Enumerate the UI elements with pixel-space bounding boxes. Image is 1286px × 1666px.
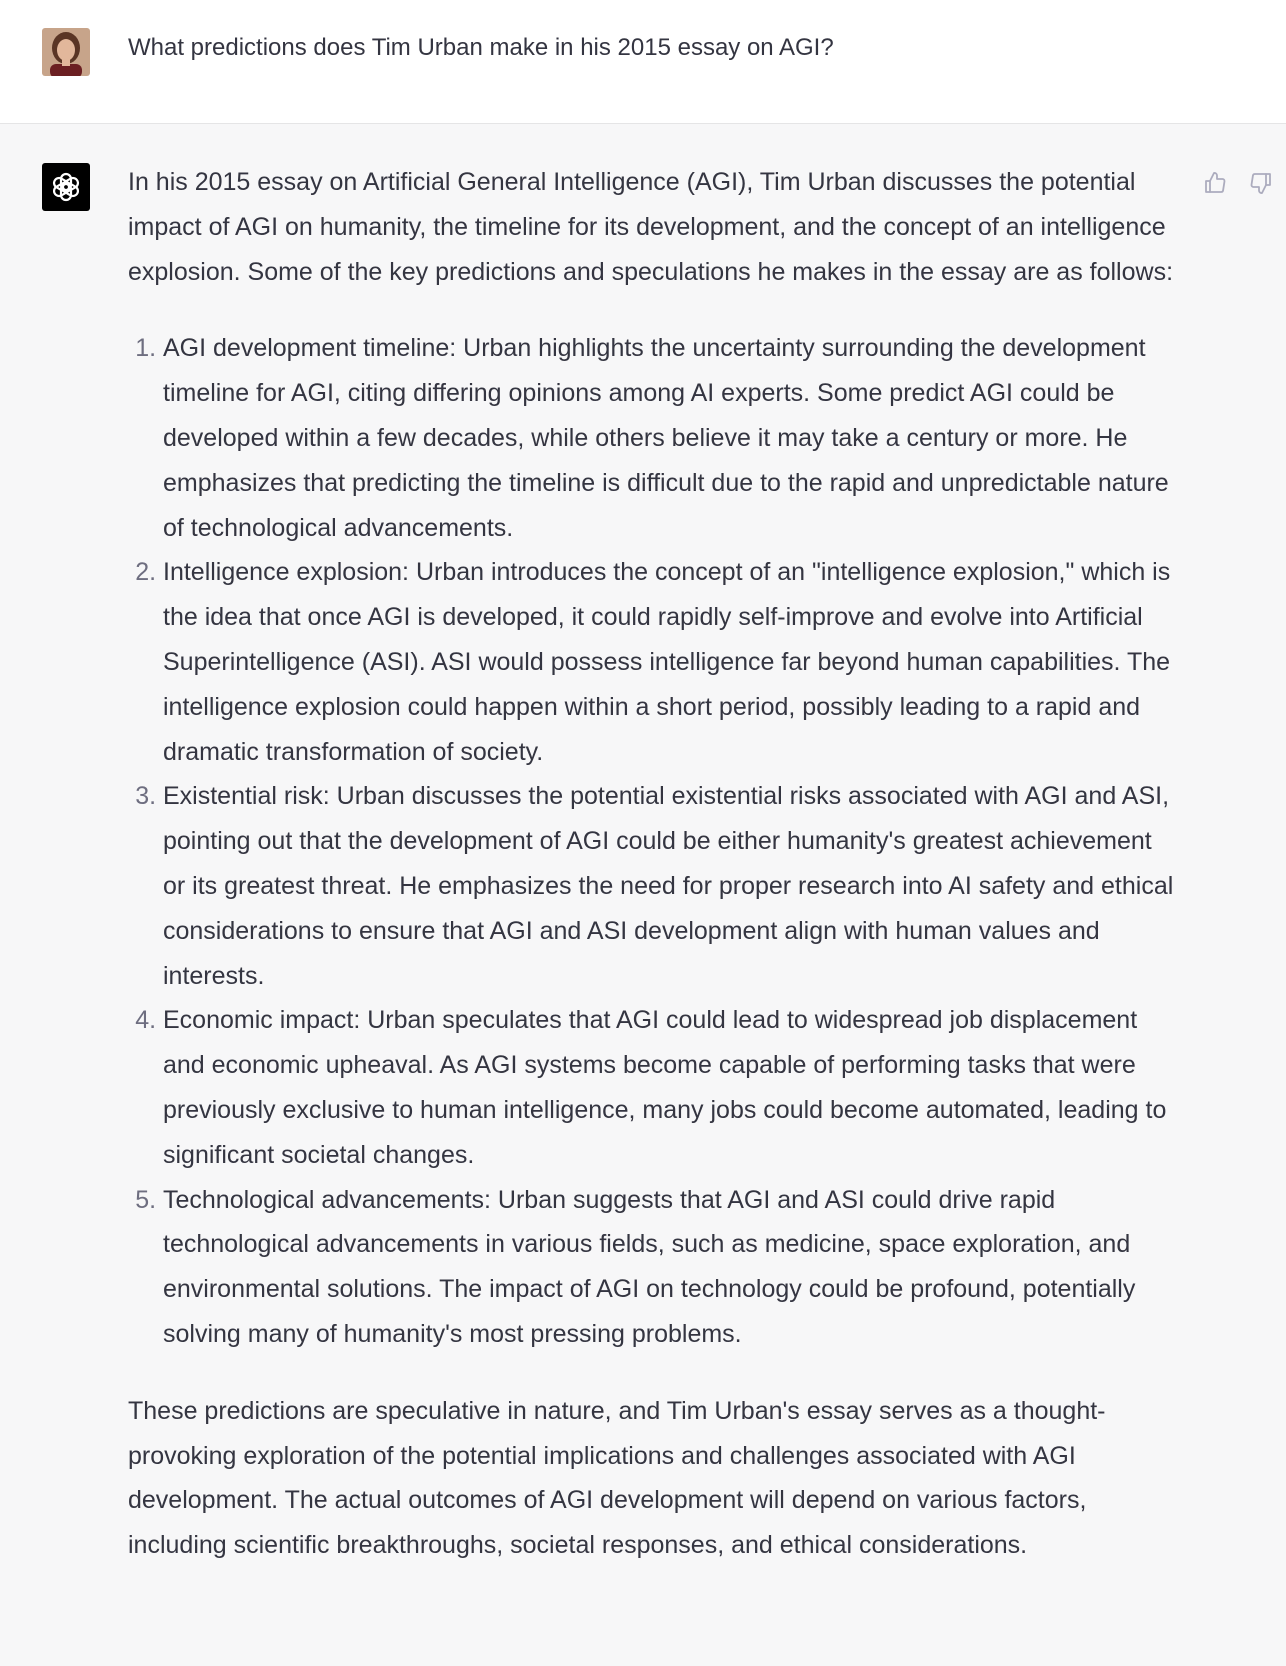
list-item: 1. AGI development timeline: Urban highlights the uncertainty surrounding the development timeline for AGI, citing differing opinions among AI experts. Some predict AGI could be developed within a few decades, while others believe it may take a century or more. He emphasizes that predicting the timeline is difficult due to the rapid and unpredictable nature of technological advancements. — [163, 326, 1176, 550]
thumbs-down-icon[interactable] — [1246, 168, 1276, 198]
thumbs-up-icon[interactable] — [1200, 168, 1230, 198]
user-avatar-image — [42, 28, 90, 76]
list-item: 5. Technological advancements: Urban suggests that AGI and ASI could drive rapid technological advancements in various fields, such as medicine, space exploration, and environmental solutions. The impact of AGI on technology could be profound, potentially solving many of humanity's most pressing problems. — [163, 1178, 1176, 1357]
assistant-intro-paragraph: In his 2015 essay on Artificial General Intelligence (AGI), Tim Urban discusses the potential impact of AGI on humanity, the timeline for its development, and the concept of an intelligence explosion. Some of the key predictions and speculations he makes in the essay are as follows: — [128, 168, 1174, 286]
list-item: 4. Economic impact: Urban speculates that AGI could lead to widespread job displacement and economic upheaval. As AGI systems become capable of performing tasks that were previously exclusive to human intelligence, many jobs could become automated, leading to significant societal changes. — [163, 998, 1176, 1177]
user-message-row — [0, 0, 1286, 124]
prediction-list — [128, 326, 1176, 1356]
user-message-text: What predictions does Tim Urban make in his 2015 essay on AGI? — [128, 34, 834, 61]
assistant-message-body — [128, 160, 1176, 1568]
openai-logo-icon — [42, 163, 90, 211]
list-item: 3. Existential risk: Urban discusses the potential existential risks associated with AGI and ASI, pointing out that the development of AGI could be either humanity's greatest achievement or its greatest threat. He emphasizes the need for proper research into AI safety and ethical considerations to ensure that AGI and ASI development align with human values and interests. — [163, 774, 1176, 998]
list-item: 2. Intelligence explosion: Urban introduces the concept of an "intelligence explosion," which is the idea that once AGI is developed, it could rapidly self-improve and evolve into Artificial Superintelligence (ASI). ASI would possess intelligence far beyond human capabilities. The intelligence explosion could happen within a short period, possibly leading to a rapid and dramatic transformation of society. — [163, 550, 1176, 774]
assistant-conclusion-paragraph: These predictions are speculative in nature, and Tim Urban's essay serves as a thought-provoking exploration of the potential implications and challenges associated with AGI development. The actual outcomes of AGI development will depend on various factors, including scientific breakthroughs, societal responses, and ethical considerations. — [128, 1396, 1106, 1560]
feedback-buttons — [1200, 168, 1276, 198]
user-avatar — [42, 28, 90, 76]
